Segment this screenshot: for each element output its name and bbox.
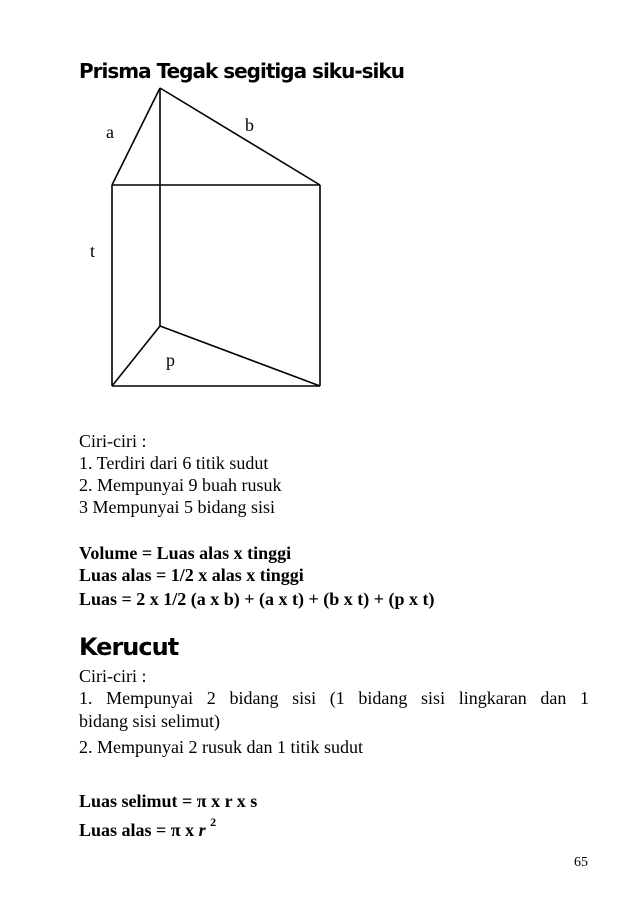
prism-edge-top-a	[112, 88, 160, 185]
prism-formula-luas-alas: Luas alas = 1/2 x alas x tinggi	[79, 565, 304, 585]
prism-label-a: a	[106, 122, 114, 142]
prism-feature-3: 3 Mempunyai 5 bidang sisi	[79, 497, 275, 517]
prism-label-b: b	[245, 115, 254, 135]
prism-feature-2: 2. Mempunyai 9 buah rusuk	[79, 475, 282, 495]
cone-feature-2: 2. Mempunyai 2 rusuk dan 1 titik sudut	[79, 737, 363, 757]
cone-title: Kerucut	[79, 633, 179, 661]
prism-feature-1: 1. Terdiri dari 6 titik sudut	[79, 453, 269, 473]
prism-label-t: t	[90, 241, 96, 261]
prism-features-heading: Ciri-ciri :	[79, 431, 147, 451]
cone-formula-alas-exponent: 2	[210, 815, 217, 829]
cone-formula-alas-prefix: Luas alas = π x	[79, 820, 199, 840]
cone-feature-1-line-1: 1. Mempunyai 2 bidang sisi (1 bidang sisi lingkaran dan 1	[79, 688, 589, 708]
cone-feature-1-line-2: bidang sisi selimut)	[79, 711, 220, 731]
prism-edge-bottom-a	[112, 326, 160, 386]
prism-diagram	[0, 0, 638, 420]
cone-formula-selimut: Luas selimut = π x r x s	[79, 791, 258, 811]
cone-formula-alas	[79, 814, 216, 841]
page-number: 65	[574, 855, 588, 870]
prism-label-p: p	[166, 350, 175, 370]
prism-formula-volume: Volume = Luas alas x tinggi	[79, 543, 292, 563]
prism-title: Prisma Tegak segitiga siku-siku	[79, 59, 404, 83]
prism-formula-luas: Luas = 2 x 1/2 (a x b) + (a x t) + (b x t) + (p x t)	[79, 589, 435, 609]
cone-formula-alas-var: r	[198, 820, 206, 840]
prism-edge-top-b	[160, 88, 320, 185]
cone-features-heading: Ciri-ciri :	[79, 666, 147, 686]
prism-edge-bottom-p	[160, 326, 320, 386]
